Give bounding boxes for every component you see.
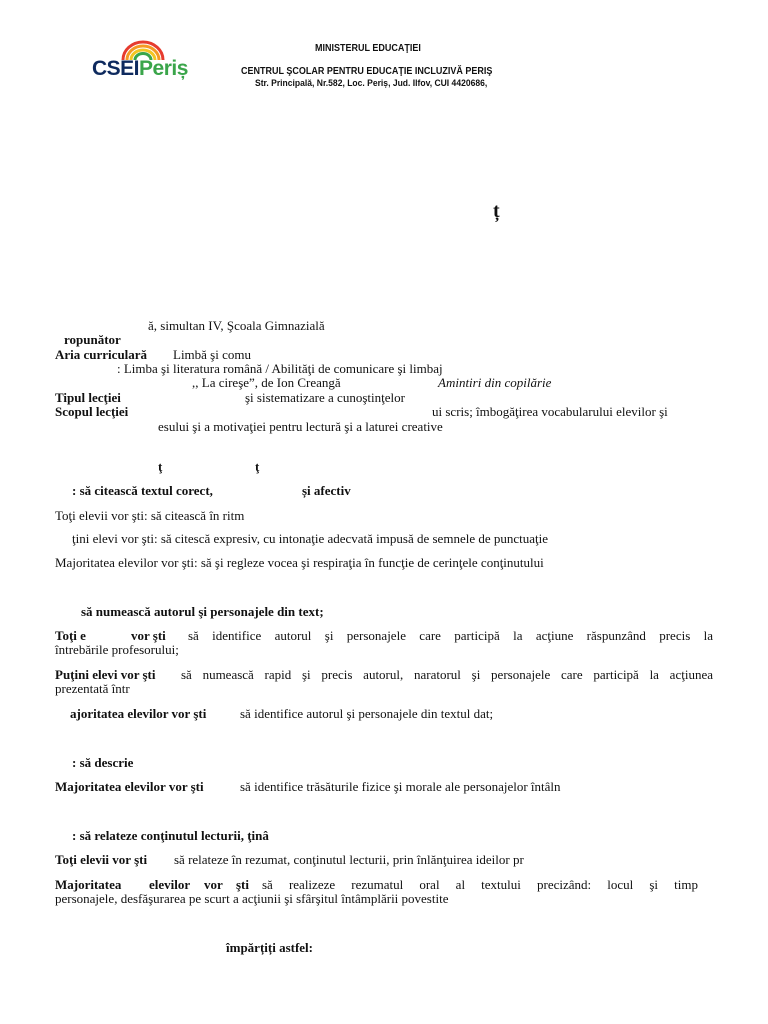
scope-label: Scopul lecţiei — [55, 404, 129, 419]
objective4-p2-word: rezumatul — [351, 877, 404, 892]
groups-heading: împărțiți astfel: — [226, 940, 314, 955]
objective4-p2-word: al — [455, 877, 466, 892]
objective4-p2-label-1: Majoritatea — [55, 877, 122, 892]
objective2-p2-line1: să numească rapid şi precis autorul, naratorul şi personajele care participă la acţiunea — [181, 667, 713, 682]
objective3-heading: : să descrie — [72, 755, 134, 770]
objective1-heading-a: : să citească textul corect, — [72, 483, 213, 498]
objective2-p1-label-b: vor şti — [131, 628, 166, 643]
objective4-p2-word: precizând: — [537, 877, 592, 892]
objective4-heading: : să relateze conţinutul lecturii, ţinâ — [72, 828, 269, 843]
objective2-p1-label-a: Toţi e — [55, 628, 86, 643]
objective1-heading-b: și afectiv — [302, 483, 351, 498]
objective4-p2-word: textului — [481, 877, 521, 892]
objective4-p2-word: să — [262, 877, 273, 892]
objective4-p2-label-3: vor — [204, 877, 223, 892]
school-logo — [92, 40, 204, 82]
objective4-p2-word: oral — [419, 877, 440, 892]
class-line: ă, simultan IV, Şcoala Gimnazială — [148, 318, 325, 333]
objective1-line2: ţini elevi vor şti: să citescă expresiv, cu intonaţie adecvată impusă de semnele de punctuaţie — [72, 531, 549, 546]
aria-label: Aria curriculară — [55, 347, 148, 362]
document-title-fragment: ț — [493, 200, 500, 222]
logo-text-csei: CSEI — [92, 57, 140, 80]
objective2-heading: să numească autorul şi personajele din text; — [81, 604, 324, 619]
objectives-heading-right: ţ — [255, 459, 260, 474]
objective2-p1-line1: să identifice autorul şi personajele care participă la acţiune răspunzând precis la — [188, 628, 713, 643]
objective1-line3: Majoritatea elevilor vor şti: să şi regleze vocea şi respiraţia în funcţie de cerinţele conţinutului — [55, 555, 544, 570]
scope-value-1: ui scris; îmbogăţirea vocabularului elevilor şi — [432, 404, 668, 419]
scope-value-2: esului şi a motivaţiei pentru lectură şi a laturei creative — [158, 419, 443, 434]
objective3-p1-label: Majoritatea elevilor vor şti — [55, 779, 204, 794]
objective1-line1: Toţi elevii vor şti: să citească în ritm — [55, 508, 245, 523]
logo-text-peris: Periș — [139, 57, 188, 80]
aria-value: Limbă şi comu — [173, 347, 251, 362]
objective4-p2-word: locul — [607, 877, 634, 892]
school-address: Str. Principală, Nr.582, Loc. Periș, Jud. Ilfov, CUI 4420686, — [255, 78, 488, 89]
subject-value: ,, La cireşe”, de Ion Creangă — [192, 375, 341, 390]
subject-italic: Amintiri din copilărie — [438, 375, 552, 390]
logo-wordmark — [92, 57, 188, 81]
objective2-p3-label: ajoritatea elevilor vor şti — [70, 706, 207, 721]
type-label: Tipul lecţiei — [55, 390, 121, 405]
objective2-p3-text: să identifice autorul şi personajele din textul dat; — [240, 706, 494, 721]
objective3-p1-text: să identifice trăsăturile fizice şi morale ale personajelor întâln — [240, 779, 561, 794]
objective4-p2-label-4: şti — [236, 877, 249, 892]
objectives-heading-left: ţ — [158, 459, 163, 474]
objective4-p2-label-2: elevilor — [149, 877, 191, 892]
objective2-p2-label: Puţini elevi vor şti — [55, 667, 156, 682]
objective4-p2-word: timp — [674, 877, 698, 892]
type-value: şi sistematizare a cunoştinţelor — [245, 390, 405, 405]
objective4-p2-word: realizeze — [288, 877, 336, 892]
objective4-p1-label: Toţi elevii vor şti — [55, 852, 148, 867]
proposer-label: ropunător — [64, 332, 121, 347]
objective4-p2-word: şi — [649, 877, 659, 892]
objective4-p1-text: să relateze în rezumat, conţinutul lecturii, prin înlănţuirea ideilor pr — [174, 852, 524, 867]
objective4-p2-line2: personajele, desfăşurarea pe scurt a acţiunii şi sfârşitul întâmplării povestite — [55, 891, 449, 906]
ministry-title: MINISTERUL EDUCAŢIEI — [315, 43, 421, 54]
objective2-p2-line2: prezentată într — [55, 681, 130, 696]
discipline-value: : Limba şi literatura română / Abilităţi de comunicare şi limbaj — [117, 361, 443, 376]
objective2-p1-line2: întrebările profesorului; — [55, 642, 179, 657]
school-name: CENTRUL ŞCOLAR PENTRU EDUCAŢIE INCLUZIVĂ PERIŞ — [241, 66, 493, 77]
